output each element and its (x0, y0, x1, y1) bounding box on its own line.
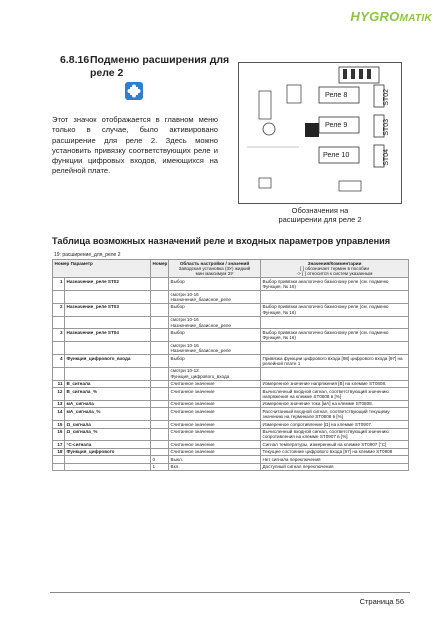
relay-10-label: Реле 10 (323, 150, 350, 159)
row-parameter: В_сигнала_% (65, 388, 151, 401)
row-values: Нет сигнала переключения (261, 456, 409, 463)
table-header-row (53, 260, 409, 278)
row-number: 2 (53, 303, 65, 316)
row-num (151, 388, 169, 401)
row-number (53, 463, 65, 470)
table-row (53, 278, 409, 291)
connector-st03: ST03 (383, 119, 390, 136)
table-row (53, 329, 409, 342)
row-values: Рассчитанный входной сигнал, соответствующий текущему значению на терминале ST0808 в [%] (261, 408, 409, 421)
row-range: смотри 10-16 Назначение_базисное_реле (169, 316, 261, 329)
row-number: 16 (53, 428, 65, 441)
page-header (0, 0, 446, 34)
row-num (151, 329, 169, 342)
row-parameter: Назначение_реле ST03 (65, 303, 151, 316)
row-values: Вычисленный входной сигнал, соответствующий значению сопротивления на клемме ST0907 в [%] (261, 428, 409, 441)
row-range: Считанное значение (169, 400, 261, 407)
row-number (53, 367, 65, 380)
row-num (151, 400, 169, 407)
table-row (53, 456, 409, 463)
row-num (151, 342, 169, 355)
row-num (151, 316, 169, 329)
table-row (53, 421, 409, 428)
row-values: Измеренное значение напряжения [В] на клемме ST0808. (261, 380, 409, 387)
header-num: Номер (151, 260, 169, 278)
row-values (261, 316, 409, 329)
row-parameter: мА_сигнала_% (65, 408, 151, 421)
row-values (261, 342, 409, 355)
row-num (151, 303, 169, 316)
row-num: 1 (151, 463, 169, 470)
menu-label: 19: расширение_для_реле 2 (54, 252, 121, 258)
row-parameter (65, 342, 151, 355)
table-row (53, 342, 409, 355)
row-values (261, 291, 409, 304)
table-row (53, 463, 409, 470)
row-number: 11 (53, 380, 65, 387)
table-row (53, 380, 409, 387)
page-number: Страница 56 (359, 597, 404, 606)
table-row (53, 291, 409, 304)
row-parameter (65, 456, 151, 463)
section-title (60, 54, 240, 80)
row-range: смотри 10-16 Назначение_базисное_реле (169, 342, 261, 355)
section-number: 6.8.16 (60, 54, 90, 66)
section-title-line1: Подменю расширения для (90, 54, 230, 66)
figure-caption: Обозначения на расширении для реле 2 (278, 206, 362, 224)
table-row (53, 303, 409, 316)
row-range: смотри 10-12 Функция_цифрового_входа (169, 367, 261, 380)
row-number: 17 (53, 441, 65, 448)
row-parameter: Функция_цифрового_входа (65, 355, 151, 368)
section-description: Этот значок отображается в главном меню только в случае, было активировано расширение для реле 2. Здесь можно установить привязку соответствующих реле и функции цифровых входов, имеющихся на релейной плате. (52, 115, 218, 176)
row-values: Измеренное сопротивление [Ω] на клемме ST0907. (261, 421, 409, 428)
row-range: Считанное значение (169, 428, 261, 441)
table-row (53, 355, 409, 368)
row-parameter (65, 367, 151, 380)
row-num (151, 421, 169, 428)
row-values (261, 367, 409, 380)
row-num (151, 408, 169, 421)
row-parameter: Назначение_реле ST04 (65, 329, 151, 342)
relay-9-label: Реле 9 (325, 120, 348, 129)
row-parameter: Назначение_реле ST02 (65, 278, 151, 291)
header-values: Значения/Комментарии [ ] обозначает термин в пособии -> [ ] относится к систем указанным (261, 260, 409, 278)
row-number: 4 (53, 355, 65, 368)
row-values: Выбор привязки аналогично базисному реле (см. подменю Функция, № 16) (261, 303, 409, 316)
row-range: смотри 10-16 Назначение_базисное_реле (169, 291, 261, 304)
row-range: Вкл. (169, 463, 261, 470)
row-values: Вычисленный входной сигнал, соответствующий значению напряжения на клемме ST0808 в [%] (261, 388, 409, 401)
row-parameter (65, 316, 151, 329)
row-range: Считанное значение (169, 421, 261, 428)
row-num: 0 (151, 456, 169, 463)
hygromatik-logo: HYGROMATIK (350, 9, 432, 24)
row-number: 1 (53, 278, 65, 291)
row-values: Выбор привязки аналогично базисному реле (см. подменю Функция, № 16) (261, 329, 409, 342)
row-parameter: мА_сигнала (65, 400, 151, 407)
row-values: Измеренное значение тока [мА] на клемме ST0808. (261, 400, 409, 407)
row-values: Привязка функции цифрового входа [98] цифрового входа [97] на релейной плате 1 (261, 355, 409, 368)
row-range: Выбор (169, 278, 261, 291)
row-num (151, 448, 169, 455)
header-num-param: Номер Параметр (53, 260, 151, 278)
row-parameter: Ω_сигнала (65, 421, 151, 428)
row-range: Считанное значение (169, 448, 261, 455)
header-range: Область настройки / значений Заводская установка (3У) жидкий мин максимум ЗУ (169, 260, 261, 278)
row-num (151, 355, 169, 368)
table-row (53, 388, 409, 401)
row-num (151, 278, 169, 291)
table-row (53, 367, 409, 380)
row-number: 14 (53, 408, 65, 421)
row-num (151, 428, 169, 441)
table-row (53, 408, 409, 421)
row-parameter: °С-сигнала (65, 441, 151, 448)
row-number (53, 291, 65, 304)
row-range: Считанное значение (169, 380, 261, 387)
row-parameter: Ω_сигнала_% (65, 428, 151, 441)
table-title: Таблица возможных назначений реле и входных параметров управления (52, 236, 391, 246)
row-parameter: Функция_цифрового (65, 448, 151, 455)
connector-st04: ST04 (383, 149, 390, 166)
row-number: 3 (53, 329, 65, 342)
row-num (151, 291, 169, 304)
relay-8-label: Реле 8 (325, 90, 348, 99)
row-num (151, 367, 169, 380)
row-number: 13 (53, 400, 65, 407)
table-row (53, 448, 409, 455)
row-range: Считанное значение (169, 441, 261, 448)
relay-board-figure (238, 62, 402, 204)
row-range: Выкл. (169, 456, 261, 463)
row-num (151, 441, 169, 448)
table-row (53, 441, 409, 448)
row-parameter: В_сигнала (65, 380, 151, 387)
row-number (53, 456, 65, 463)
row-values: Сигнал температуры, измеренный на клемме ST0907 [°C] (261, 441, 409, 448)
table-row (53, 400, 409, 407)
row-number: 18 (53, 448, 65, 455)
row-range: Выбор (169, 329, 261, 342)
row-number (53, 316, 65, 329)
row-number: 15 (53, 421, 65, 428)
row-range: Выбор (169, 355, 261, 368)
section-title-line2: реле 2 (90, 67, 124, 79)
row-parameter (65, 291, 151, 304)
row-number (53, 342, 65, 355)
row-range: Выбор (169, 303, 261, 316)
parameter-table (52, 259, 409, 471)
row-values: Доступный сигнал переключения (261, 463, 409, 470)
row-range: Считанное значение (169, 388, 261, 401)
footer-divider (50, 592, 410, 593)
connector-st02: ST02 (383, 89, 390, 106)
row-range: Считанное значение (169, 408, 261, 421)
row-number: 12 (53, 388, 65, 401)
row-values: Текущее состояние цифрового входа [97] на клемме ST0908 (261, 448, 409, 455)
row-num (151, 380, 169, 387)
puzzle-icon (125, 82, 143, 100)
table-row (53, 316, 409, 329)
row-parameter (65, 463, 151, 470)
table-row (53, 428, 409, 441)
row-values: Выбор привязки аналогично базисному реле (см. подменю Функция, № 16) (261, 278, 409, 291)
